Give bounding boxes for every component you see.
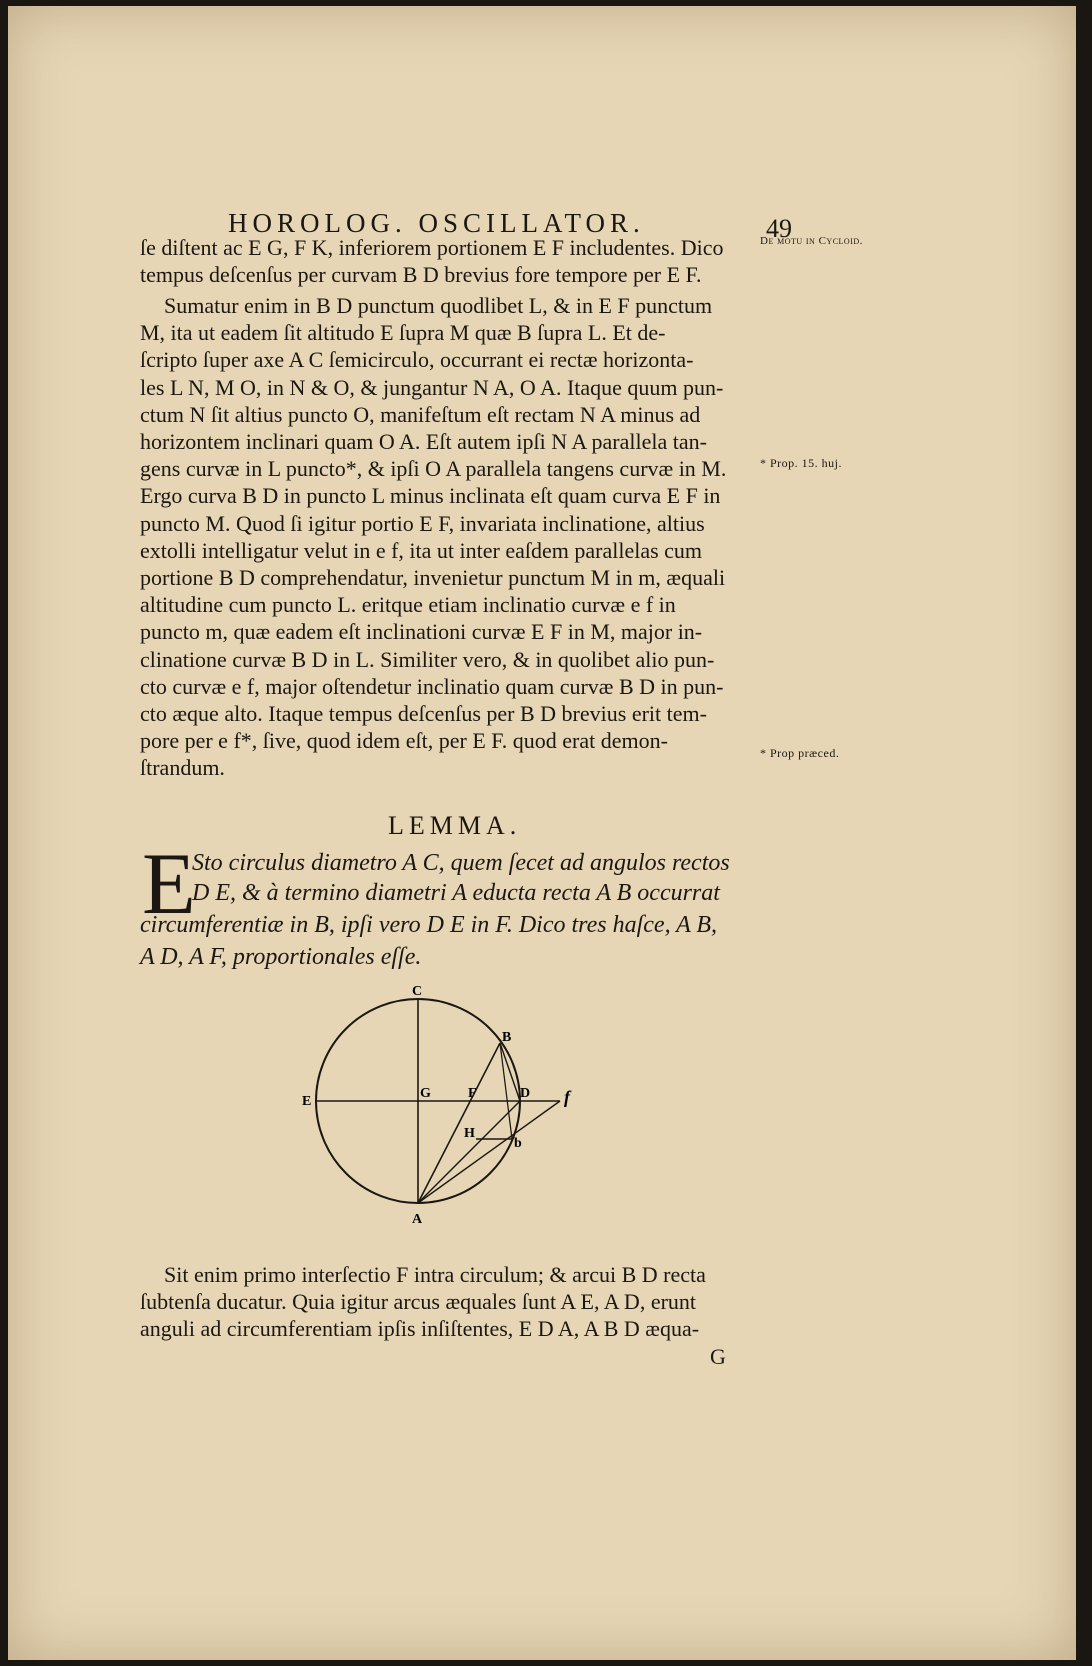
lemma-line: A D, A F, proportionales eſſe.: [140, 944, 422, 970]
text-line: ctum N ſit altius puncto O, manifeſtum eſt rectam N A minus ad: [140, 401, 701, 427]
text-line: les L N, M O, in N & O, & jungantur N A, O A. Itaque quum pun-: [140, 374, 724, 400]
text-line: ſcripto ſuper axe A C ſemicirculo, occurrant ei rectæ horizonta-: [140, 347, 694, 373]
label-e: E: [302, 1094, 312, 1109]
line-bd: [500, 1043, 520, 1101]
margin-note-ref-1: * Prop. 15. huj.: [760, 456, 843, 470]
lemma-statement: [140, 836, 820, 989]
line-af: [418, 1101, 560, 1203]
lemma-line: Sto circulus diametro A C, quem ſecet ad angulos rectos: [192, 850, 730, 876]
page-number: 49: [766, 214, 792, 243]
text-line: Sit enim primo interſectio F intra circulum; & arcui B D recta: [164, 1262, 706, 1287]
catchword: G: [710, 1344, 726, 1369]
label-b: B: [502, 1030, 512, 1045]
text-line: puncto m, quæ eadem eſt inclinationi curvæ E F in M, major in-: [140, 619, 703, 645]
text-line: anguli ad circumferentiam ipſis inſiſtentes, E D A, A B D æqua-: [140, 1316, 700, 1342]
text-line: cto æque alto. Itaque tempus deſcenſus per B D brevius erit tem-: [140, 701, 707, 727]
text-line: puncto M. Quod ſi igitur portio E F, invariata inclinatione, altius: [140, 510, 705, 536]
lemma-line: circumferentiæ in B, ipſi vero D E in F. Dico tres haſce, A B,: [140, 912, 718, 938]
text-line: Sumatur enim in B D punctum quodlibet L, & in E F punctum: [164, 293, 713, 318]
drop-cap: E: [142, 836, 196, 933]
margin-note-ref-2: * Prop præced.: [760, 746, 840, 760]
label-g: G: [420, 1086, 431, 1101]
text-line: horizontem inclinari quam O A. Eſt autem ipſi N A parallela tan-: [140, 429, 707, 455]
label-a: A: [412, 1212, 423, 1227]
running-head: HOROLOG. OSCILLATOR.: [228, 208, 645, 238]
text-line: cto curvæ e f, major oſtendetur inclinatio quam curvæ B D in pun-: [140, 673, 724, 699]
text-line: ſubtenſa ducatur. Quia igitur arcus æquales ſunt A E, A D, erunt: [140, 1289, 697, 1315]
text-line: clinatione curvæ B D in L. Similiter vero, & in quolibet alio pun-: [140, 646, 715, 672]
paragraph-1: [140, 234, 800, 288]
label-b-lower: b: [514, 1136, 522, 1151]
label-h: H: [464, 1126, 475, 1141]
label-f-lower: f: [564, 1087, 570, 1107]
paragraph-3: [140, 1261, 800, 1343]
text-line: pore per e f*, ſive, quod idem eſt, per E F. quod erat demon-: [140, 728, 668, 754]
line-ad: [418, 1101, 520, 1203]
label-f: F: [468, 1086, 477, 1101]
text-line: altitudine cum puncto L. eritque etiam inclinatio curvæ e f in: [140, 592, 676, 618]
geometry-figure: [302, 984, 618, 1241]
label-c: C: [412, 984, 423, 999]
circle-diagram: [302, 984, 618, 1241]
lemma-line: D E, & à termino diametri A educta recta A B occurrat: [192, 880, 720, 906]
text-line: ſtrandum.: [140, 755, 225, 781]
lemma-heading: LEMMA.: [388, 811, 522, 840]
line-ab: [418, 1043, 500, 1203]
text-line: M, ita ut eadem ſit altitudo E ſupra M quæ B ſupra L. Et de-: [140, 320, 666, 346]
text-line: portione B D comprehendatur, invenietur punctum M in m, æquali: [140, 565, 726, 591]
text-line: tempus deſcenſus per curvam B D brevius fore tempore per E F.: [140, 262, 702, 288]
label-d: D: [520, 1086, 531, 1101]
book-page: [8, 6, 1076, 1660]
text-line: Ergo curva B D in puncto L minus inclinata eſt quam curva E F in: [140, 483, 721, 509]
text-line: extolli intelligatur velut in e f, ita ut inter eaſdem parallelas cum: [140, 537, 703, 563]
text-line: gens curvæ in L puncto*, & ipſi O A parallela tangens curvæ in M.: [140, 456, 727, 482]
text-line: ſe diſtent ac E G, F K, inferiorem portionem E F includentes. Dico: [140, 235, 724, 260]
margin-note-section: De motu in Cycloid.: [760, 235, 863, 247]
paragraph-2: [140, 292, 800, 782]
